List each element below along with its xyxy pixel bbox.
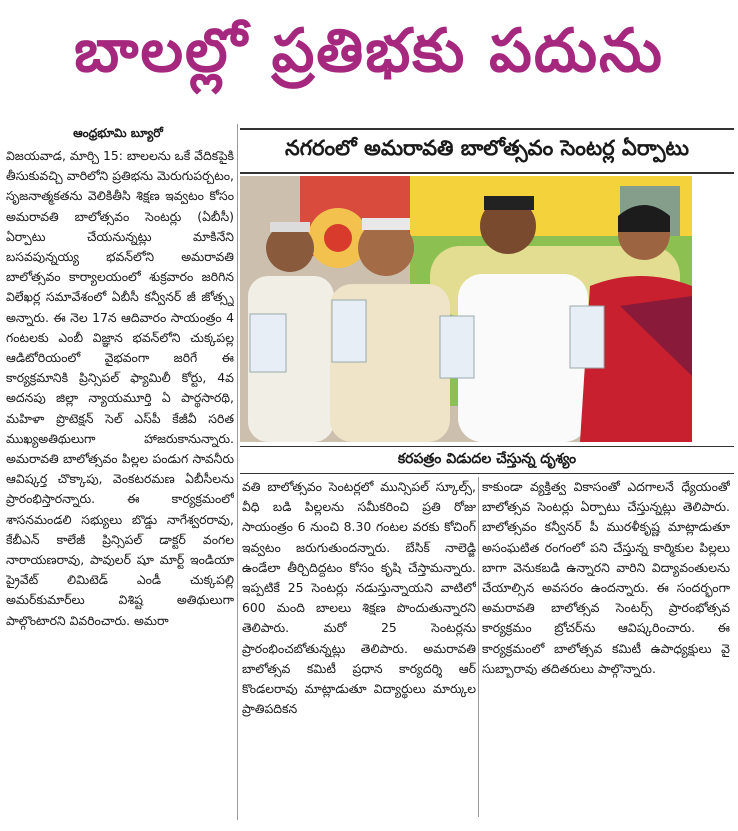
article-column-2: వతి బాలోత్సవం సెంటర్లలో మున్సిపల్ స్కూల్స్, వీధి బడి పిల్లలను సమీకరించి ప్రతి రోజు సాయంత్రం 6 నుంచి 8.30 గంటల వరకు కోచింగ్ ఇవ్వటం జరుగుతుందన్నారు. బేసిక్ నాలెడ్జి ఉండేలా తీర్చిదిద్దటం కోసం కృషి చేస్తామన్నారు. ఇప్పటికే 25 సెంటర్లు నడుస్తున్నాయని వాటిలో 600 మంది బాలలు శిక్షణ పొందుతున్నారని తెలిపారు. మరో 25 సెంటర్లను ప్రారంభించబోతున్నట్లు తెలిపారు. అమరావతి బాలోత్సవ కమిటీ ప్రధాన కార్యదర్శి ఆర్ కొండలరావు మాట్లాడుతూ విద్యార్థులు మార్కుల ప్రాతిపదికన	[242, 479, 476, 717]
event-photo	[240, 176, 692, 442]
brochure	[570, 306, 604, 368]
subheadline: నగరంలో అమరావతి బాలోత్సవం సెంటర్ల ఏర్పాటు	[240, 128, 734, 174]
article-column-3: కాకుండా వ్యక్తిత్వ వికాసంతో ఎదగాలనే ధ్యేయంతో బాలోత్సవ సెంటర్లు ఏర్పాటు చేస్తున్నట్లు తెలిపారు. బాలోత్సవం కన్వీనర్ పీ మురళీకృష్ణ మాట్లాడుతూ అసంఘటిత రంగంలో పని చేస్తున్న కార్మికుల పిల్లలు బాగా వెనుకబడి ఉన్నారని వారిని విద్యావంతులను చేయాల్సిన అవసరం ఉందన్నారు. ఈ సందర్భంగా అమరావతి బాలోత్సవ సెంటర్స్ ప్రారంభోత్సవ కార్యక్రమం బ్రోచర్‌ను ఆవిష్కరించారు. ఈ కార్యక్రమంలో బాలోత్సవ కమిటీ ఉపాధ్యక్షులు వై సుబ్బారావు తదితరులు పాల్గొన్నారు.	[482, 479, 730, 676]
headline: బాలల్లో ప్రతిభకు పదును	[74, 16, 664, 86]
column-divider	[478, 477, 479, 817]
article-column-1: విజయవాడ, మార్చి 15: బాలలను ఒకే వేదికపైకి తీసుకువచ్చి వారిలోని ప్రతిభను మెరుగుపర్చటం, సృజనాత్మకతను వెలికితీసి శిక్షణ ఇవ్వటం కోసం అమరావతి బాలోత్సవం సెంటర్లు (ఏబీసీ) ఏర్పాటు చేయనున్నట్లు మాకినేని బసవపున్నయ్య భవన్‌లోని అమరావతి బాలోత్సవం కార్యాలయంలో శుక్రవారం జరిగిన విలేఖర్ల సమావేశంలో ఏబీసీ కన్వీనర్ జీ జోత్స్న అన్నారు. ఈ నెల 17న ఆదివారం సాయంత్రం 4 గంటలకు ఎంబీ విజ్ఞాన భవన్‌లోని చుక్కపల్ల ఆడిటోరియంలో వైభవంగా జరిగే ఈ కార్యక్రమానికి ప్రిన్సిపల్ ఫ్యామిలీ కోర్టు, 4వ అదనపు జిల్లా న్యాయమూర్తి ఏ పార్థసారథి, మహిళా ప్రొటెక్షన్ సెల్ ఎస్‌పీ కేజీవీ సరిత ముఖ్యఅతిథులుగా హాజరుకానున్నారు. అమరావతి బాలోత్సవం పిల్లల పండుగ సావనీరు ఆవిష్కర్త చొక్కాపు, వెంకటరమణ ఏబీసీలను ప్రారంభిస్తారన్నారు. ఈ కార్యక్రమంలో శాసనమండలి సభ్యులు బొడ్డు నాగేశ్వరరావు, కేబీఎన్ కాలేజీ ప్రిన్సిపల్ డాక్టర్ వంగల నారాయణరావు, పావులర్ షూ మార్ట్ ఇండియా ప్రైవేట్ లిమిటెడ్ ఎండీ చుక్కపల్లి అమర్‌కుమార్‌లు విశిష్ట అతిథులుగా పాల్గొంటారని వివరించారు. అమరా	[6, 148, 234, 628]
column-divider	[237, 124, 238, 820]
brochure	[250, 314, 286, 372]
photo-caption: కరపత్రం విడుదల చేస్తున్న దృశ్యం	[240, 446, 734, 474]
brochure	[440, 316, 474, 378]
byline: ఆంధ్రభూమి బ్యూరో	[73, 126, 163, 140]
brochure	[332, 300, 366, 362]
